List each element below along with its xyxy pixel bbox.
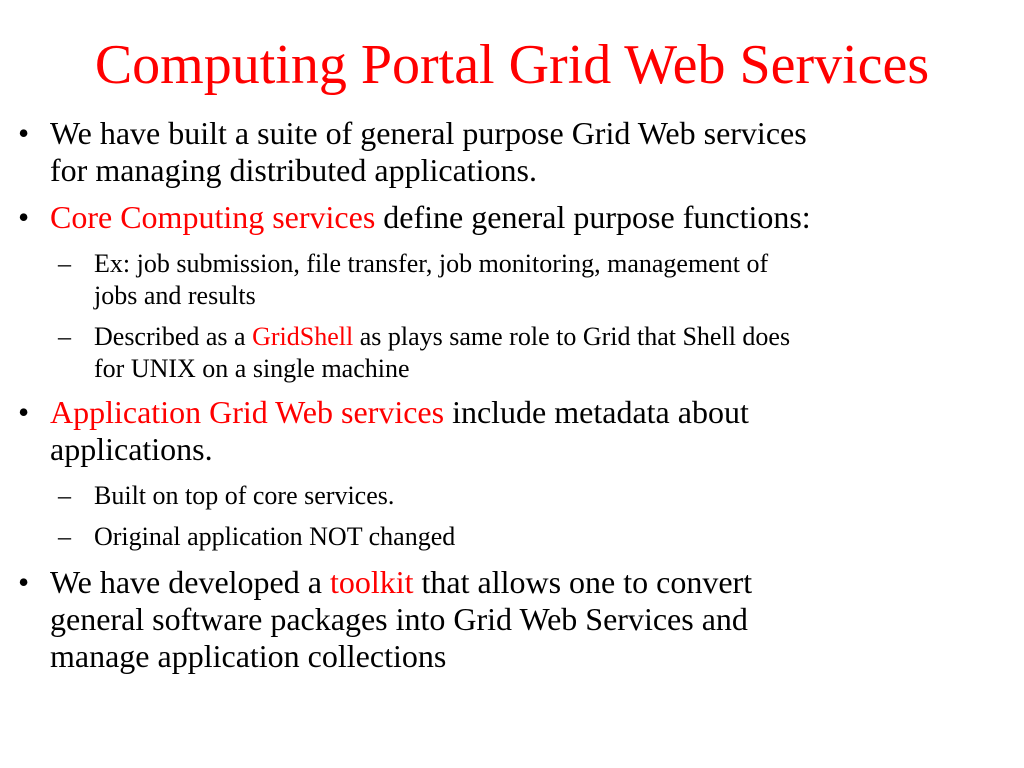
highlight-text: toolkit	[329, 564, 414, 600]
bullet-text-line: applications.	[50, 431, 213, 467]
dash-icon: –	[58, 322, 71, 351]
sub-bullet-item	[58, 321, 1014, 385]
bullet-text-line: for managing distributed applications.	[50, 152, 537, 188]
bullet-text-line	[50, 199, 1010, 236]
bullet-text-line	[50, 564, 1010, 601]
bullet-text-line: manage application collections	[50, 638, 447, 674]
bullet-item	[18, 394, 1010, 468]
bullet-text: include metadata about	[444, 394, 749, 430]
bullet-item	[18, 115, 1010, 189]
bullet-icon: •	[18, 564, 30, 600]
bullet-text: that allows one to convert	[413, 564, 753, 600]
highlight-text: Application Grid Web services	[50, 394, 445, 430]
highlight-text: Core Computing services	[50, 199, 376, 235]
sub-bullet-text-line: Original application NOT changed	[94, 522, 456, 551]
sub-bullet-text: Described as a	[94, 322, 253, 351]
sub-bullet-item	[58, 248, 1014, 312]
sub-bullet-item	[58, 480, 1014, 512]
bullet-icon: •	[18, 115, 30, 151]
sub-bullet-text-line: jobs and results	[94, 281, 256, 310]
bullet-item	[18, 564, 1010, 675]
bullet-icon: •	[18, 199, 30, 235]
bullet-text: define general purpose functions:	[375, 199, 811, 235]
dash-icon: –	[58, 481, 71, 510]
sub-bullet-text-line: Built on top of core services.	[94, 481, 395, 510]
bullet-item	[18, 199, 1010, 236]
dash-icon: –	[58, 249, 71, 278]
sub-bullet-text-line	[94, 321, 1014, 353]
dash-icon: –	[58, 522, 71, 551]
bullet-text: We have developed a	[50, 564, 330, 600]
bullet-icon: •	[18, 394, 30, 430]
bullet-text-line	[50, 394, 1010, 431]
sub-bullet-text: as plays same role to Grid that Shell does	[353, 322, 791, 351]
highlight-text: GridShell	[252, 322, 354, 351]
sub-bullet-item	[58, 521, 1014, 553]
slide-title: Computing Portal Grid Web Services	[94, 34, 930, 96]
bullet-text-line: We have built a suite of general purpose Grid Web services	[50, 115, 807, 151]
sub-bullet-text-line: for UNIX on a single machine	[94, 354, 410, 383]
sub-bullet-text-line: Ex: job submission, file transfer, job monitoring, management of	[94, 249, 769, 278]
bullet-text-line: general software packages into Grid Web Services and	[50, 601, 748, 637]
